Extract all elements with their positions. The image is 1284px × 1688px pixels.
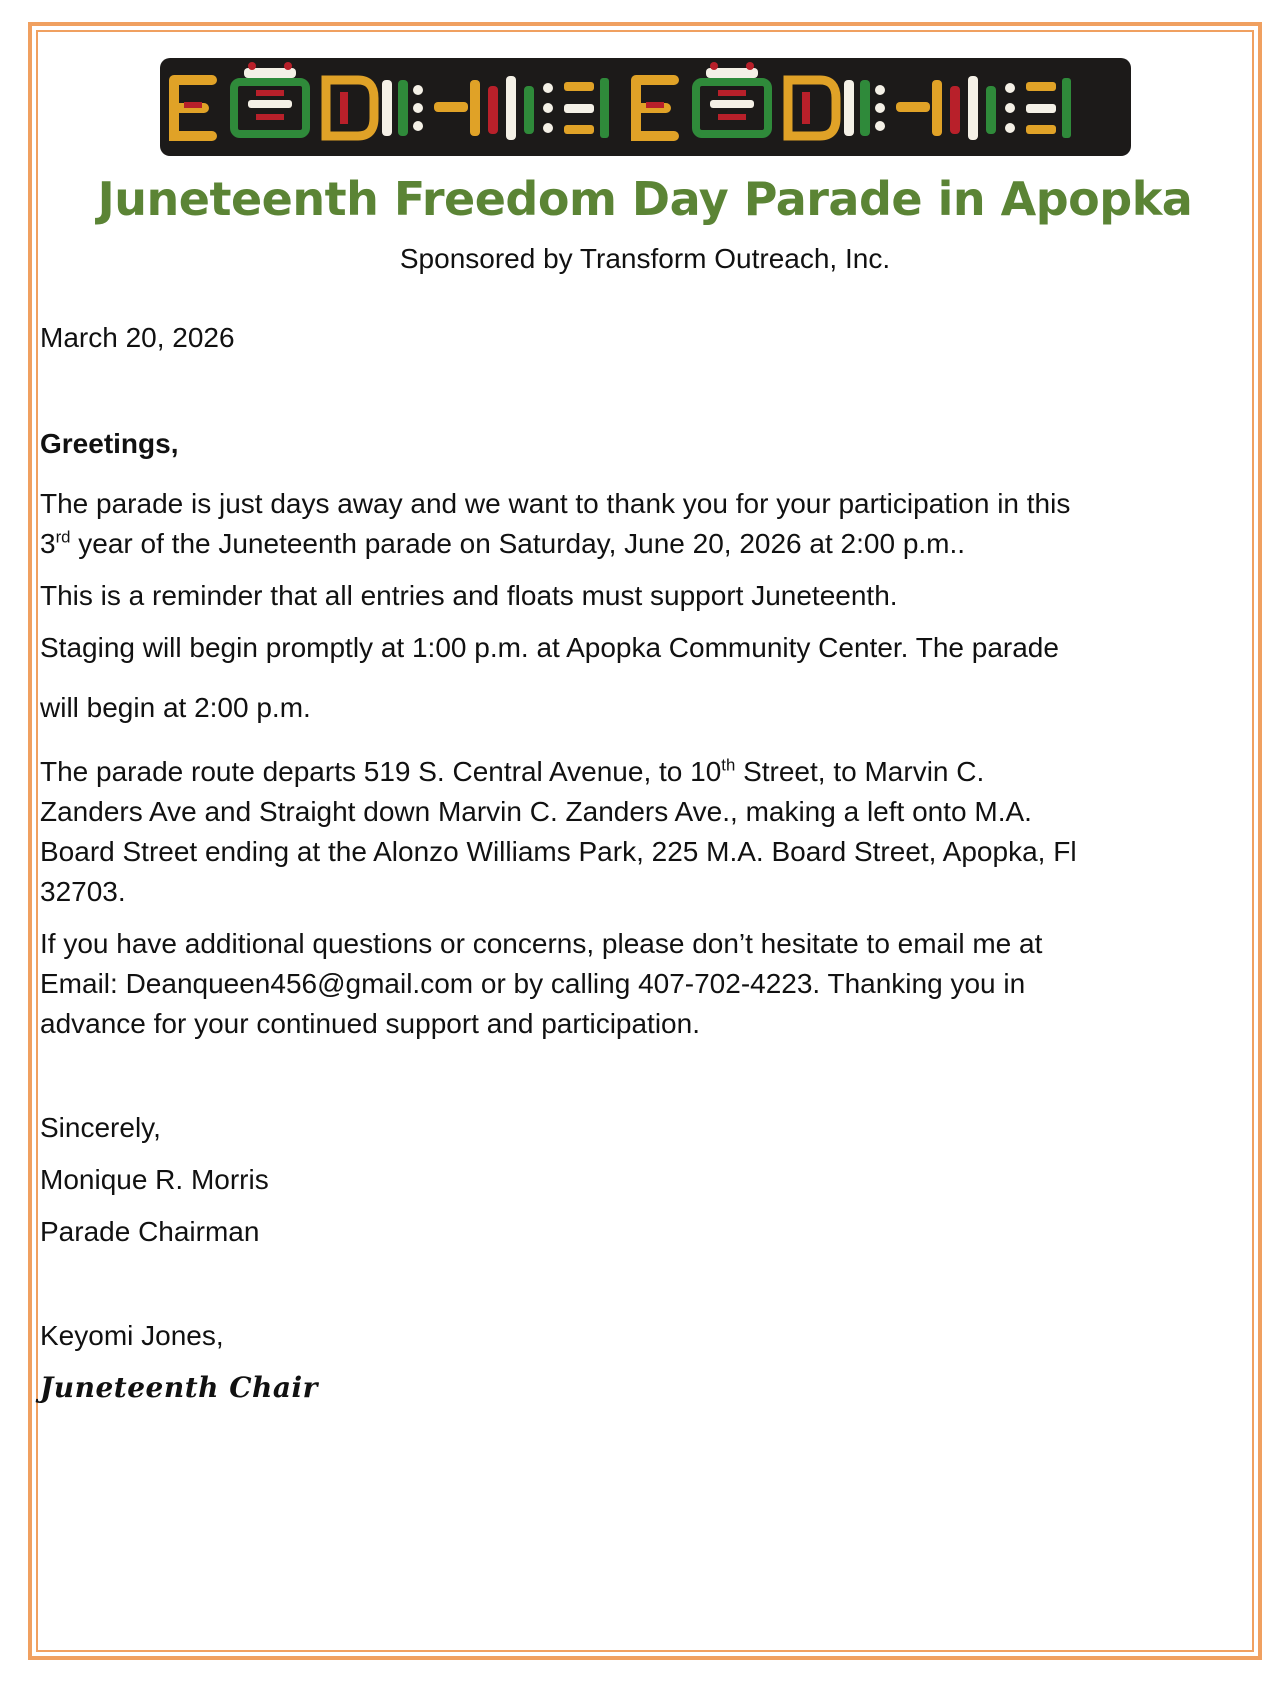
para1-line2-text: year of the Juneteenth parade on Saturday, June 20, 2026 at 2:00 p.m..: [70, 528, 966, 559]
page-title: Juneteenth Freedom Day Parade in Apopka: [97, 172, 1193, 226]
signer2-name: Keyomi Jones,: [40, 1320, 224, 1351]
para4-line2: Zanders Ave and Straight down Marvin C. Zanders Ave., making a left onto M.A.: [40, 796, 1032, 827]
para4-line4: 32703.: [40, 876, 126, 907]
pattern-motif-repeat: [636, 62, 1071, 140]
para1-line1: The parade is just days away and we want to thank you for your participation in this: [40, 488, 1071, 519]
para5-line1: If you have additional questions or concerns, please don’t hesitate to email me at: [40, 928, 1043, 959]
para3-line1: Staging will begin promptly at 1:00 p.m. at Apopka Community Center. The parade: [40, 632, 1059, 663]
para4-line1: [40, 750, 984, 793]
letter-date: March 20, 2026: [40, 322, 235, 353]
para4-line1-b: Street, to Marvin C.: [735, 756, 985, 787]
pattern-motif: [174, 62, 609, 140]
para1-line2: [40, 522, 965, 565]
page-subtitle: Sponsored by Transform Outreach, Inc.: [399, 243, 891, 274]
closing: Sincerely,: [40, 1112, 161, 1143]
kente-pattern-banner: [160, 58, 1131, 156]
signer2-title: Juneteenth Chair: [40, 1371, 318, 1404]
ordinal-suffix: rd: [55, 527, 71, 547]
para3-line2: will begin at 2:00 p.m.: [40, 692, 311, 723]
ordinal-suffix: th: [721, 755, 736, 775]
para5-line2: Email: Deanqueen456@gmail.com or by calling 407-702-4223. Thanking you in: [40, 968, 1026, 999]
signer1-title: Parade Chairman: [40, 1216, 260, 1247]
para4-line3: Board Street ending at the Alonzo Williams Park, 225 M.A. Board Street, Apopka, Fl: [40, 836, 1077, 867]
para4-line1-a: The parade route departs 519 S. Central Avenue, to 10: [40, 756, 722, 787]
kente-pattern-graphic: [160, 58, 1131, 156]
ordinal-number: 3: [40, 528, 56, 559]
letter-greeting: Greetings,: [40, 428, 179, 459]
para5-line3: advance for your continued support and participation.: [40, 1008, 700, 1039]
signer1-name: Monique R. Morris: [40, 1164, 269, 1195]
para2-line: This is a reminder that all entries and floats must support Juneteenth.: [40, 580, 898, 611]
